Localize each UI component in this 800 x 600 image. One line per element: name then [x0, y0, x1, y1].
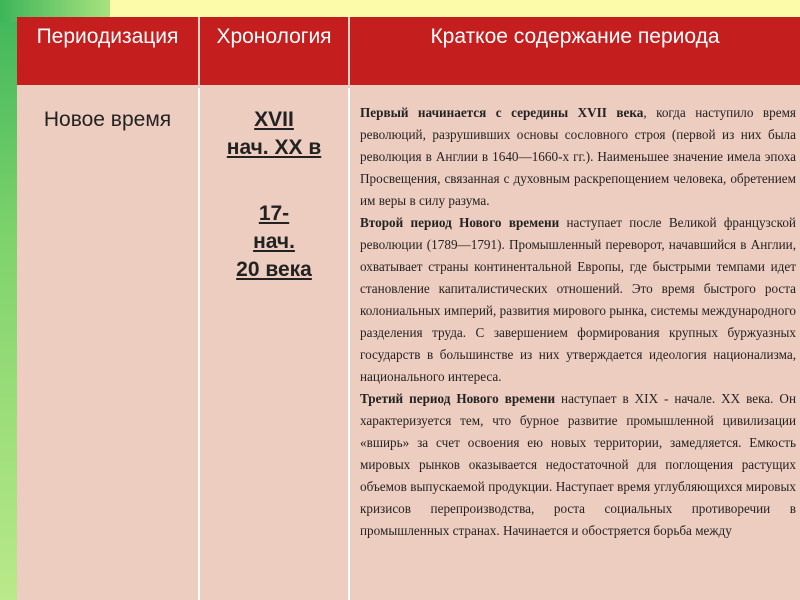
- summary-cell: [348, 88, 800, 600]
- period-text: , когда наступило время революций, разрушивших основы сословного строя (первой из них была революция в Англии в 1640—1660-х гг.). Наименьшее значение имела эпоха Просвещения, связанная с духовным раскрепощением человека, обретением им веры в силу разума.: [360, 105, 797, 208]
- header-chronology-label: Хронология: [216, 25, 332, 48]
- chronology-line: 20 века: [236, 258, 312, 281]
- era-label: Новое время: [43, 108, 172, 131]
- period-title: Второй период Нового времени: [360, 215, 560, 230]
- header-periodization: [17, 17, 198, 85]
- period-paragraph-third: [360, 388, 796, 542]
- chronology-line: 17-: [258, 202, 290, 225]
- header-chronology: [198, 17, 348, 85]
- header-periodization-label: Периодизация: [36, 25, 179, 48]
- period-paragraph-first: [360, 102, 796, 212]
- chronology-line: XVII: [254, 108, 294, 131]
- chronology-line: нач.: [253, 230, 295, 253]
- chronology-cell: [198, 88, 348, 600]
- period-text: наступает в XIX - начале. XX века. Он характеризуется тем, что бурное развитие промышленной цивилизации «вширь» за счет освоения ею новых территории, замедляется. Емкость мировых рынков оказывается недостаточной для поглощения растущих объемов выпускаемой продукции. Наступает время углубляющихся мировых кризисов перепроизводства, роста социальных противоречии в промышленных странах. Начинается и обостряется борьба между: [360, 391, 797, 538]
- period-text: наступает после Великой французской революции (1789—1791). Промышленный переворот, начавшийся в Англии, охватывает страны континентальной Европы, где быстрыми темпами идет становление капиталистических отношений. Это время быстрого роста колониальных империй, развития мирового рынка, системы международного разделения труда. С завершением формирования крупных буржуазных государств в большинстве из них утверждается идеология национализма, национального интереса.: [360, 215, 796, 384]
- table-row: [17, 85, 800, 600]
- period-title: Первый начинается с середины XVII века: [360, 105, 644, 120]
- header-summary: [348, 17, 800, 85]
- era-cell: [17, 88, 198, 600]
- summary-text: [350, 88, 800, 542]
- periodization-table: [17, 17, 800, 600]
- period-paragraph-second: [360, 212, 796, 388]
- period-title: Третий период Нового времени: [360, 391, 556, 406]
- header-summary-label: Краткое содержание периода: [430, 25, 720, 48]
- table-header-row: [17, 17, 800, 85]
- chronology-line: нач. XX в: [226, 136, 322, 159]
